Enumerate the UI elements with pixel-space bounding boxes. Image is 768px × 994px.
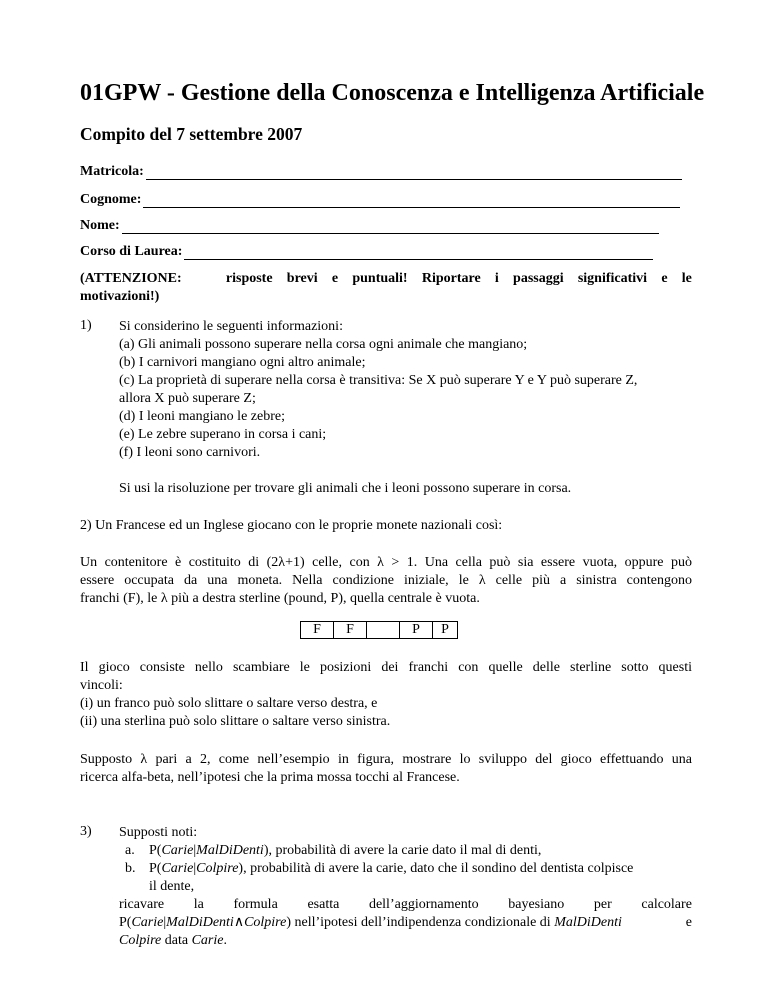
variable: Carie xyxy=(161,843,194,858)
variable: Colpire xyxy=(119,933,162,948)
text: ), probabilità di avere la carie dato il mal di denti, xyxy=(263,843,542,858)
premise-e: (e) Le zebre superano in corsa i cani; xyxy=(119,427,327,442)
word: dell’aggiornamento xyxy=(368,897,479,912)
item-b-continued: il dente, xyxy=(149,879,195,894)
document-subtitle: Compito del 7 settembre 2007 xyxy=(80,124,303,144)
text: . xyxy=(223,933,227,948)
premise-c-continued: allora X può superare Z; xyxy=(119,391,256,406)
word: ricavare xyxy=(119,897,165,912)
field-label: Nome: xyxy=(80,218,120,233)
text: | xyxy=(193,861,197,876)
text: ), probabilità di avere la carie, dato che il sondino del dentista colpisce xyxy=(238,861,634,876)
question-2-intro: 2) Un Francese ed un Inglese giocano con le proprie monete nazionali così: xyxy=(80,518,503,533)
field-matricola xyxy=(80,162,682,180)
field-label: Cognome: xyxy=(80,192,142,207)
item-a-marker: a. xyxy=(125,843,135,858)
warning-word: (ATTENZIONE: xyxy=(80,271,182,286)
warning-line-1 xyxy=(80,270,692,288)
text: | xyxy=(193,843,197,858)
variable: Carie xyxy=(191,933,224,948)
variable: Carie xyxy=(131,915,164,930)
paragraph-line: Il gioco consiste nello scambiare le posizioni dei franchi con quelle delle sterline sotto questi xyxy=(80,660,692,675)
variable: Carie xyxy=(161,861,194,876)
premise-b: (b) I carnivori mangiano ogni altro animale; xyxy=(119,355,366,370)
premise-f: (f) I leoni sono carnivori. xyxy=(119,445,261,460)
question-2-paragraph-2 xyxy=(80,659,692,731)
field-cognome xyxy=(80,190,680,208)
question-3-number: 3) xyxy=(80,824,92,839)
paragraph-line: franchi (F), le λ più a destra sterline (pound, P), quella centrale è vuota. xyxy=(80,591,480,606)
warning-word: e xyxy=(331,271,339,286)
text: P( xyxy=(119,915,132,930)
field-line xyxy=(146,165,682,180)
text: P( xyxy=(149,843,162,858)
warning-word: le xyxy=(681,271,692,286)
warning-word: i xyxy=(494,271,499,286)
field-label: Matricola: xyxy=(80,164,144,179)
variable: MalDiDenti xyxy=(196,843,264,858)
paragraph-line: vincoli: xyxy=(80,678,123,693)
warning-word: significativi xyxy=(577,271,648,286)
warning-word: Riportare xyxy=(421,271,481,286)
board-cell: F xyxy=(334,622,367,639)
paragraph-line: (i) un franco può solo slittare o saltare verso destra, e xyxy=(80,696,378,711)
word: calcolare xyxy=(641,897,692,912)
document-title: 01GPW - Gestione della Conoscenza e Intelligenza Artificiale xyxy=(80,80,705,106)
variable: MalDiDenti xyxy=(554,915,622,930)
paragraph-line: essere occupata da una moneta. Nella condizione iniziale, le λ celle più a sinistra contengono xyxy=(80,573,692,588)
item-b xyxy=(149,860,633,878)
question-1-task: Si usi la risoluzione per trovare gli animali che i leoni possono superare in corsa. xyxy=(119,481,572,496)
question-3-task-line-2 xyxy=(119,914,692,932)
question-3-task-line-1 xyxy=(119,896,692,914)
question-1 xyxy=(119,318,699,498)
field-line xyxy=(122,219,659,234)
field-label: Corso di Laurea: xyxy=(80,244,183,259)
item-b-marker: b. xyxy=(125,861,136,876)
question-1-intro: Si considerino le seguenti informazioni: xyxy=(119,319,343,334)
warning-word: brevi xyxy=(286,271,318,286)
board-cell: P xyxy=(433,622,458,639)
warning-note xyxy=(80,270,692,306)
question-2-paragraph-1 xyxy=(80,554,692,608)
paragraph-line: Un contenitore è costituito di (2λ+1) celle, con λ > 1. Una cella può sia essere vuota, oppure può xyxy=(80,555,692,570)
question-3-task-line-3 xyxy=(119,932,227,950)
text: e xyxy=(685,915,692,930)
warning-word: passaggi xyxy=(513,271,564,286)
variable: Colpire xyxy=(196,861,239,876)
field-corso-di-laurea xyxy=(80,242,653,260)
premise-a: (a) Gli animali possono superare nella corsa ogni animale che mangiano; xyxy=(119,337,528,352)
word: la xyxy=(193,897,204,912)
text: | xyxy=(163,915,167,930)
word: bayesiano xyxy=(508,897,565,912)
word: per xyxy=(593,897,612,912)
text: data xyxy=(161,933,192,948)
field-line xyxy=(184,245,653,260)
and-symbol: ∧ xyxy=(233,915,245,930)
text: ) nell’ipotesi dell’indipendenza condizionale di xyxy=(286,915,555,930)
warning-word: puntuali! xyxy=(352,271,408,286)
premise-c: (c) La proprietà di superare nella corsa è transitiva: Se X può superare Y e Y può superare Z, xyxy=(119,373,638,388)
formula xyxy=(119,914,622,932)
question-2-paragraph-3 xyxy=(80,751,692,787)
board-cell: P xyxy=(400,622,433,639)
text: P( xyxy=(149,861,162,876)
warning-word: risposte xyxy=(225,271,273,286)
warning-word: e xyxy=(661,271,668,286)
item-a xyxy=(149,842,541,860)
paragraph-line: (ii) una sterlina può solo slittare o saltare verso sinistra. xyxy=(80,714,391,729)
field-nome xyxy=(80,216,659,234)
question-3-intro: Supposti noti: xyxy=(119,825,198,840)
variable: Colpire xyxy=(244,915,287,930)
board-cell xyxy=(367,622,400,639)
word: formula xyxy=(233,897,278,912)
field-line xyxy=(143,193,680,208)
warning-line-2: motivazioni!) xyxy=(80,289,160,304)
paragraph-line: ricerca alfa-beta, nell’ipotesi che la prima mossa tocchi al Francese. xyxy=(80,770,460,785)
coin-board xyxy=(300,621,458,639)
word: esatta xyxy=(307,897,340,912)
question-1-number: 1) xyxy=(80,318,92,333)
board-cell: F xyxy=(301,622,334,639)
paragraph-line: Supposto λ pari a 2, come nell’esempio in figura, mostrare lo sviluppo del gioco effettuando una xyxy=(80,752,692,767)
variable: MalDiDenti xyxy=(166,915,234,930)
premise-d: (d) I leoni mangiano le zebre; xyxy=(119,409,285,424)
